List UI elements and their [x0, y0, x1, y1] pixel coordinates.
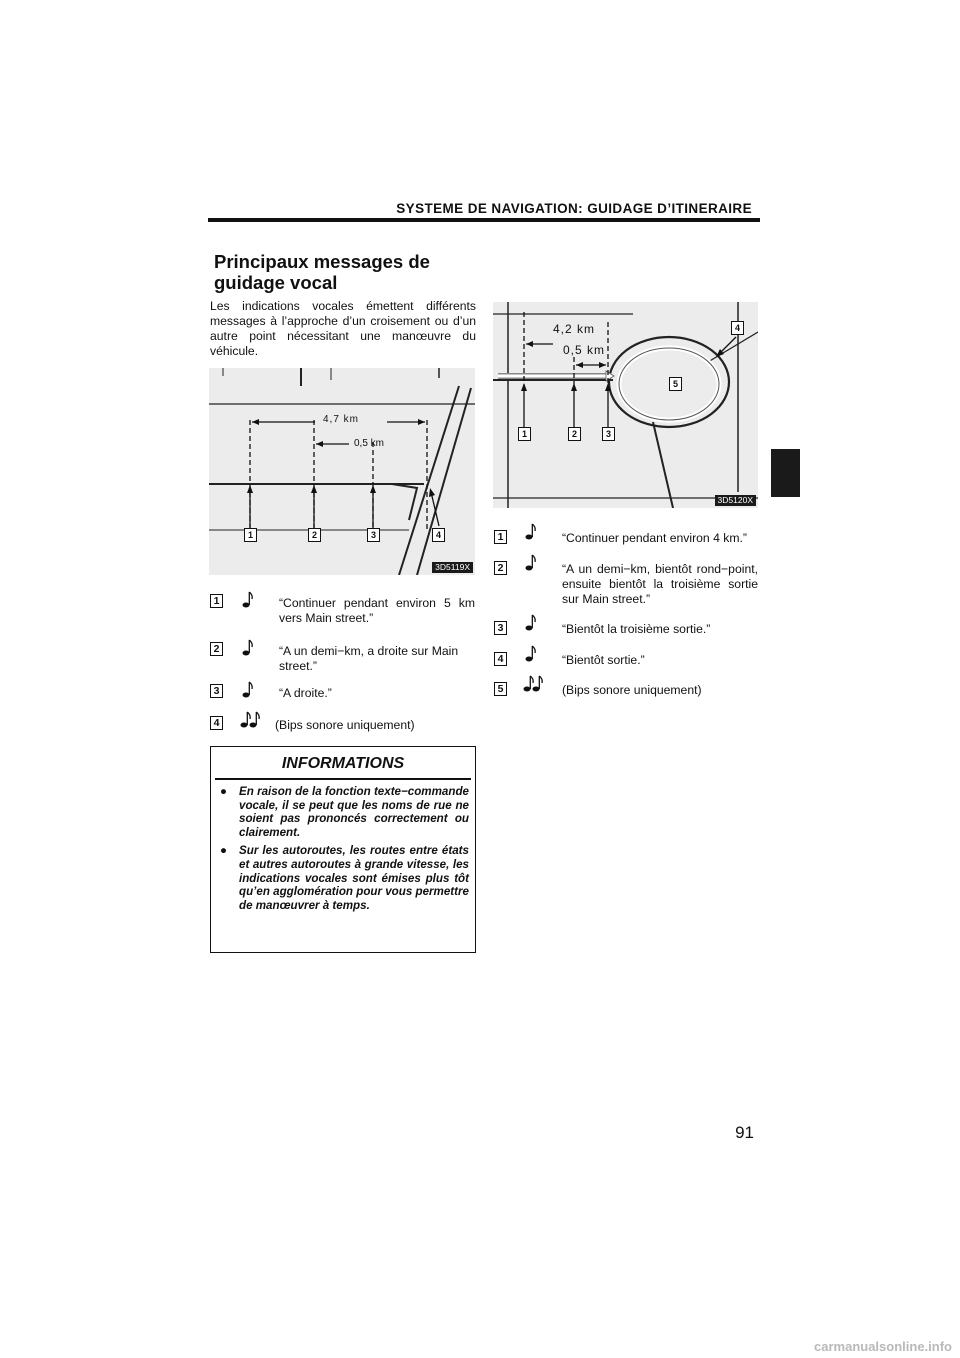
item-number: 3 [210, 684, 223, 698]
map-marker-1: 1 [518, 427, 531, 441]
map-marker-4: 4 [731, 321, 744, 335]
section-title-line2: guidage vocal [214, 272, 338, 293]
information-item-text: Sur les autoroutes, les routes entre états et autres autoroutes à grande vitesse, les indications vocales sont émises plus tôt qu’en agglomération pour vous permettre de manœuvrer à temps. [239, 844, 469, 912]
map-marker-3: 3 [367, 528, 380, 542]
bullet-icon: ● [220, 844, 228, 858]
distance-label-far: 4,2 km [553, 322, 596, 336]
distance-label-near: 0,5 km [563, 343, 606, 357]
distance-label-near: 0,5 km [354, 438, 385, 449]
map-marker-4: 4 [432, 528, 445, 542]
header-rule [208, 218, 760, 222]
single-note-icon [525, 522, 537, 542]
single-note-icon [242, 590, 254, 610]
single-note-icon [525, 553, 537, 573]
figure-code: 3D5119X [432, 562, 473, 573]
item-number: 4 [494, 652, 507, 666]
map-illustration-right [493, 302, 758, 508]
item-text: “Continuer pendant environ 4 km.” [562, 531, 747, 545]
item-number: 1 [210, 594, 223, 608]
item-text: (Bips sonore uniquement) [562, 683, 702, 697]
single-note-icon [525, 644, 537, 664]
information-item [217, 844, 469, 912]
item-number: 4 [210, 716, 223, 730]
figure-code: 3D5120X [715, 495, 756, 506]
intro-paragraph: Les indications vocales émettent différents messages à l’approche d’un croisement ou d’un autre point nécessitant une manœuvre du véhicule. [210, 299, 476, 358]
information-box [210, 746, 476, 953]
map-illustration-left [209, 368, 475, 575]
item-number: 2 [210, 642, 223, 656]
map-marker-5: 5 [669, 377, 682, 391]
item-number: 1 [494, 530, 507, 544]
information-list [217, 785, 469, 917]
map-left-drawing [209, 368, 475, 575]
item-text: “A droite.” [279, 686, 332, 700]
bullet-icon: ● [220, 785, 228, 798]
map-marker-3: 3 [602, 427, 615, 441]
distance-label-far: 4,7 km [323, 414, 360, 425]
chapter-tab [771, 449, 800, 497]
item-text: “A un demi−km, bientôt rond−point, ensuite bientôt la troisième sortie sur Main street.” [562, 562, 758, 606]
left-message-list [210, 594, 476, 734]
item-text: “Bientôt sortie.” [562, 653, 645, 667]
map-right-drawing [493, 302, 758, 508]
item-text: “Continuer pendant environ 5 km vers Main street.” [279, 596, 475, 625]
map-marker-2: 2 [568, 427, 581, 441]
map-marker-2: 2 [308, 528, 321, 542]
right-message-list [494, 528, 760, 708]
map-marker-1: 1 [244, 528, 257, 542]
double-note-icon [523, 674, 545, 694]
double-note-icon [240, 710, 262, 730]
information-title: INFORMATIONS [281, 755, 405, 772]
item-text: “Bientôt la troisième sortie.” [562, 622, 711, 636]
single-note-icon [525, 613, 537, 633]
item-number: 5 [494, 682, 507, 696]
running-header: SYSTEME DE NAVIGATION: GUIDAGE D’ITINERAIRE [396, 201, 752, 216]
information-item [217, 785, 469, 839]
item-number: 3 [494, 621, 507, 635]
page-number: 91 [735, 1123, 754, 1142]
section-title [214, 251, 474, 293]
section-title-line1: Principaux messages de [214, 251, 430, 272]
item-text: (Bips sonore uniquement) [275, 718, 415, 732]
watermark: carmanualsonline.info [814, 1339, 952, 1354]
item-number: 2 [494, 561, 507, 575]
item-text: “A un demi−km, a droite sur Main street.” [279, 644, 459, 673]
single-note-icon [242, 680, 254, 700]
information-title-rule [215, 778, 471, 780]
information-item-text: En raison de la fonction texte−commande vocale, il se peut que les noms de rue ne soient pas prononcés correctement ou clairement. [239, 785, 469, 839]
single-note-icon [242, 638, 254, 658]
